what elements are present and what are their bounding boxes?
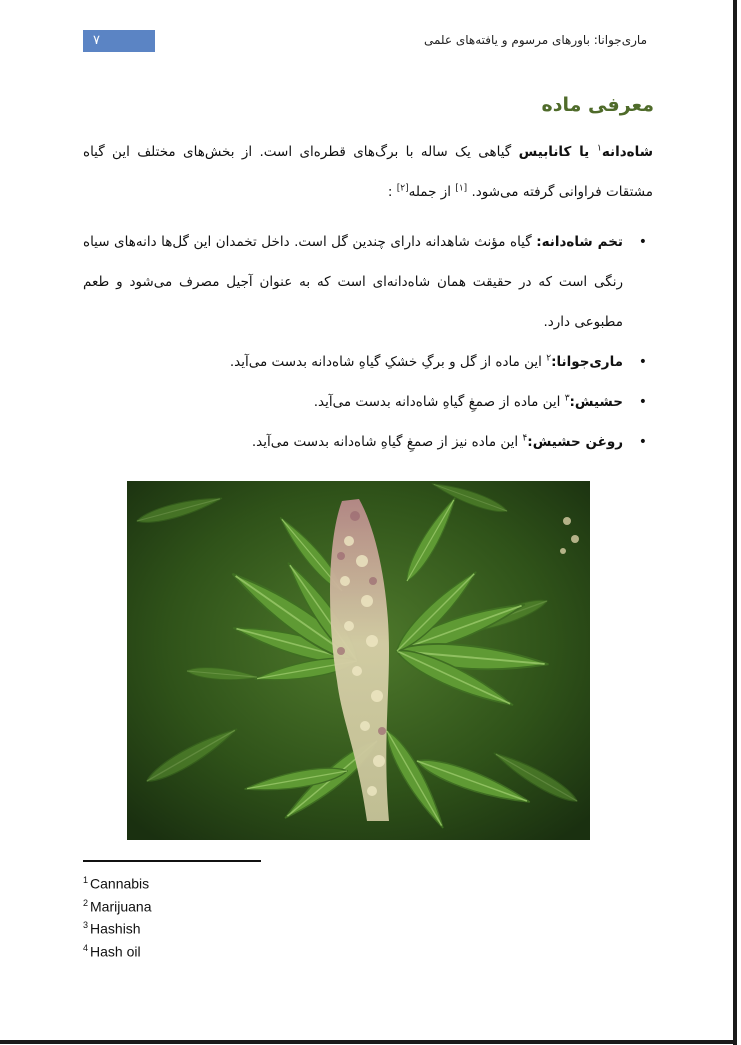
cannabis-plant-photo (127, 481, 590, 840)
footnote-number: 1 (83, 875, 89, 885)
footnote-text: Hash oil (90, 943, 141, 960)
footnote-number: 3 (83, 920, 89, 931)
footnote (83, 916, 152, 939)
term-cannabis: یا کانابیس (518, 144, 598, 160)
footnote-text: Marijuana (90, 898, 152, 915)
bullet-sup: ۲ (546, 353, 552, 364)
intro-text-2: از جمله (408, 184, 456, 200)
list-item (83, 382, 653, 422)
footnote (83, 894, 152, 917)
intro-text: گیاهی یک ساله با برگ‌های قطره‌ای است. از بخش‌های مختلف این گیاه مشتقات فراوانی گرفته می‌شود. (83, 144, 653, 200)
list-item (83, 422, 653, 462)
bullet-text: این ماده از صمغِ گیاهِ شاه‌دانه بدست می‌آید. (313, 394, 565, 410)
bullet-text: این ماده نیز از صمغِ گیاهِ شاه‌دانه بدست می‌آید. (251, 434, 523, 450)
bullet-text: گیاه مؤنث شاهدانه دارای چندین گل است. داخل تخمدان این گل‌ها دانه‌های سیاه رنگی است که در حقیقت همان شاه‌دانه‌ای است که به عنوان آجیل مصرف می‌شود و طعم مطبوعی دارد. (83, 234, 623, 330)
intro-text-3: : (387, 184, 397, 200)
list-item (83, 342, 653, 382)
footnote-number: 2 (83, 897, 89, 908)
footnote-ref-1: ۱ (597, 143, 602, 154)
footnote-separator (83, 860, 261, 862)
bullet-term: حشیش: (569, 394, 623, 410)
bullet-term: روغن حشیش: (527, 434, 623, 450)
page-border-right (733, 0, 737, 1045)
section-title: معرفی ماده (541, 94, 654, 116)
term-shahdaneh: شاه‌دانه (601, 144, 654, 160)
footnote-text: Cannabis (90, 875, 150, 892)
footnote (83, 871, 152, 894)
bullet-sup: ۴ (522, 433, 528, 444)
citation-2: [۲] (396, 183, 409, 194)
footnotes (83, 871, 152, 962)
citation-1: [۱] (455, 183, 468, 194)
footnote-text: Hashish (90, 920, 141, 937)
running-title: ماری‌جوانا: باورهای مرسوم و یافته‌های علمی (423, 33, 647, 47)
footnote-number: 4 (83, 942, 89, 953)
bullet-sup: ۳ (564, 393, 570, 404)
page-header (83, 30, 653, 54)
page-number: ۷ (83, 30, 155, 52)
intro-paragraph (83, 132, 653, 212)
footnote (83, 939, 152, 962)
bullet-term: ماری‌جوانا: (551, 354, 623, 370)
page-border-bottom (0, 1040, 737, 1044)
list-item (83, 222, 653, 342)
bullet-text: این ماده از گل و برگِ خشکِ گیاهِ شاه‌دانه بدست می‌آید. (229, 354, 547, 370)
derivatives-list (83, 222, 653, 462)
bullet-term: تخم شاه‌دانه: (536, 234, 623, 250)
